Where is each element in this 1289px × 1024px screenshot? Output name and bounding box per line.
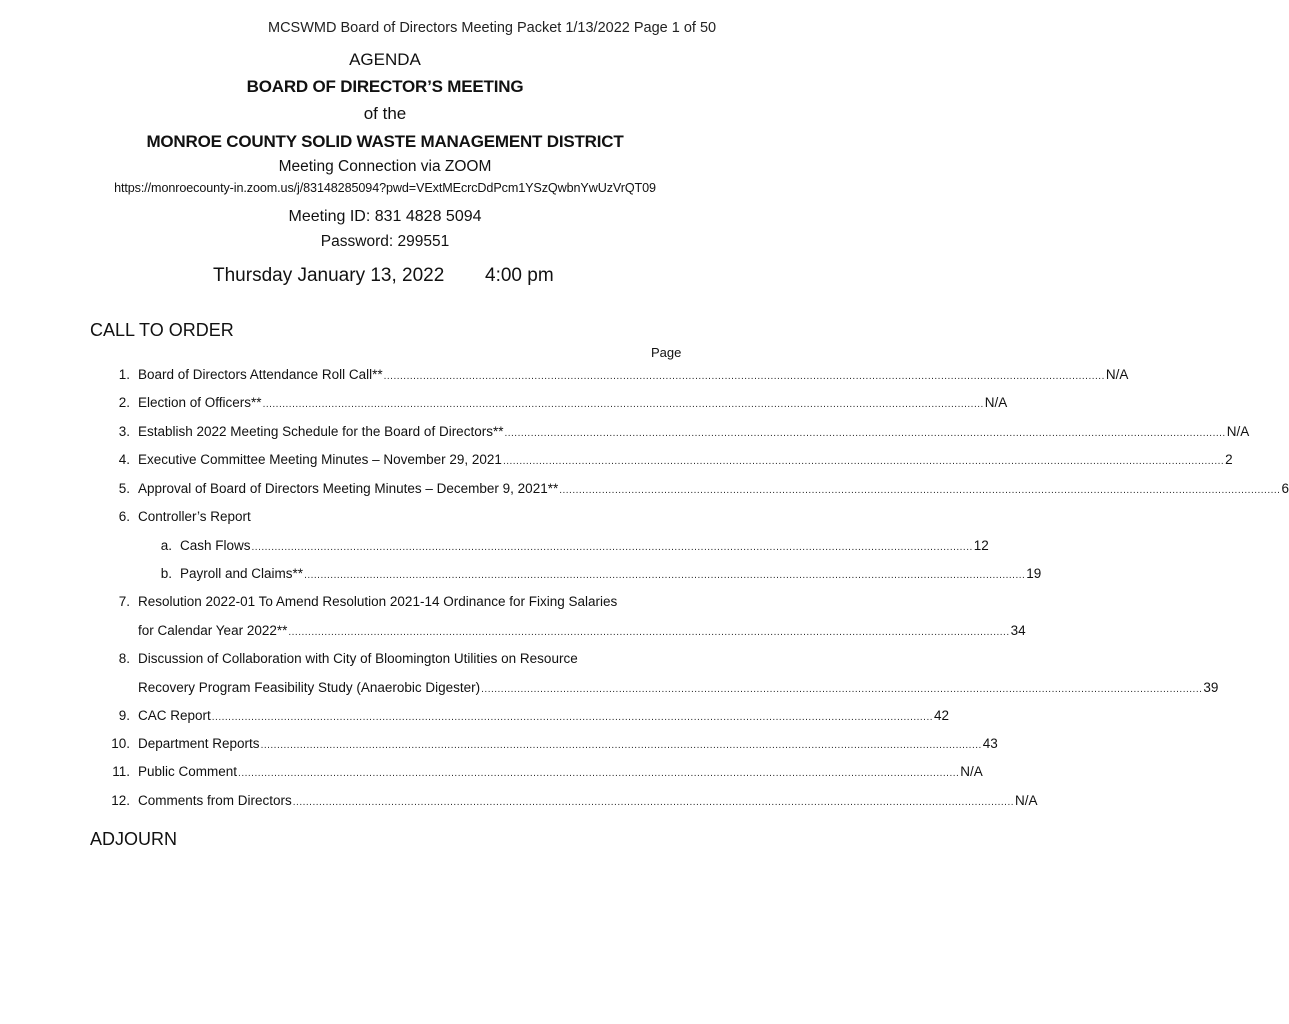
meeting-time: 4:00 pm [485,265,554,286]
item-label: Executive Committee Meeting Minutes – November 29, 2021 [138,452,502,467]
item-page: 12 [973,538,989,553]
page-column-header: Page [651,345,682,360]
agenda-item [106,451,1233,469]
dot-leader: ............................................................................................................................................................................................................................ [262,399,984,410]
dot-leader: ............................................................................................................................................................................................................................ [502,456,1225,467]
item-page: 39 [1203,680,1219,695]
agenda-item [106,508,680,526]
item-page: 19 [1026,566,1042,581]
item-number: 6. [118,509,130,524]
item-number: 9. [118,708,130,723]
item-number: b. [160,566,172,581]
item-page: N/A [1105,367,1129,382]
item-label: Controller’s Report [138,509,251,524]
item-number: 10. [111,736,130,751]
item-number: 11. [112,764,130,779]
item-number: 12. [111,793,130,808]
district-name: MONROE COUNTY SOLID WASTE MANAGEMENT DISTRICT [146,132,624,151]
item-label: Approval of Board of Directors Meeting Minutes – December 9, 2021** [138,481,559,496]
zoom-link[interactable]: https://monroecounty-in.zoom.us/j/83148285094?pwd=VExtMEcrcDdPcm1YSzQwbnYwUzVrQT09 [114,181,656,195]
item-label: Department Reports [138,736,260,751]
item-page: 6 [1281,481,1289,496]
item-number: 5. [118,481,130,496]
dot-leader: ............................................................................................................................................................................................................................ [481,684,1203,695]
meeting-date: Thursday January 13, 2022 [213,265,445,286]
meeting-password: Password: 299551 [320,233,450,250]
agenda-item [106,423,1250,441]
item-number: 7. [118,594,130,609]
running-header: MCSWMD Board of Directors Meeting Packet 1/13/2022 Page 1 of 50 [268,20,717,36]
agenda-heading: AGENDA [349,50,421,69]
item-page: 43 [982,736,998,751]
item-page: N/A [1226,424,1250,439]
item-label: Board of Directors Attendance Roll Call** [138,367,383,382]
dot-leader: ............................................................................................................................................................................................................................ [238,768,960,779]
item-label: Cash Flows [180,538,251,553]
item-label: Resolution 2022-01 To Amend Resolution 2021-14 Ordinance for Fixing Salaries [138,594,618,609]
agenda-item [106,480,1289,498]
agenda-item [106,792,1038,810]
dot-leader: ............................................................................................................................................................................................................................ [383,371,1105,382]
agenda-subitem [148,537,989,555]
adjourn-heading: ADJOURN [90,829,178,849]
item-label: Comments from Directors [138,793,292,808]
dot-leader: ............................................................................................................................................................................................................................ [292,797,1015,808]
meeting-id: Meeting ID: 831 4828 5094 [288,208,482,225]
meeting-title: BOARD OF DIRECTOR’S MEETING [246,77,524,96]
item-label: Election of Officers** [138,395,262,410]
item-page: N/A [984,395,1008,410]
item-number: a. [160,538,172,553]
agenda-item-continuation [106,679,1219,697]
dot-leader: ............................................................................................................................................................................................................................ [288,627,1010,638]
item-page: N/A [1015,793,1038,808]
item-label: Public Comment [138,764,238,779]
item-label: Recovery Program Feasibility Study (Anaerobic Digester) [138,680,481,695]
dot-leader: ............................................................................................................................................................................................................................ [304,570,1026,581]
dot-leader: ............................................................................................................................................................................................................................ [504,428,1226,439]
dot-leader: ............................................................................................................................................................................................................................ [260,740,982,751]
item-number: 1. [118,367,130,382]
of-the-text: of the [363,104,407,123]
item-page: 42 [934,708,950,723]
item-label: Discussion of Collaboration with City of Bloomington Utilities on Resource [138,651,578,666]
call-to-order-heading: CALL TO ORDER [90,320,234,340]
item-number: 4. [118,452,130,467]
item-number: 3. [118,424,130,439]
dot-leader: ............................................................................................................................................................................................................................ [559,485,1281,496]
item-page: 2 [1225,452,1233,467]
agenda-item [106,763,983,781]
item-label: Establish 2022 Meeting Schedule for the Board of Directors** [138,424,504,439]
item-page: N/A [960,764,983,779]
agenda-item-continuation [106,622,1026,640]
item-label: CAC Report [138,708,211,723]
item-number: 8. [118,651,130,666]
agenda-item [106,707,950,725]
agenda-item [106,650,680,668]
agenda-item [106,593,680,611]
agenda-item [106,366,1129,384]
dot-leader: ............................................................................................................................................................................................................................ [251,542,973,553]
item-page: 34 [1010,623,1026,638]
item-label: for Calendar Year 2022** [138,623,288,638]
dot-leader: ............................................................................................................................................................................................................................ [211,712,934,723]
meeting-connection: Meeting Connection via ZOOM [278,158,492,175]
item-label: Payroll and Claims** [180,566,304,581]
agenda-subitem [148,565,1042,583]
agenda-item [106,735,998,753]
agenda-item [106,394,1008,412]
item-number: 2. [118,395,130,410]
